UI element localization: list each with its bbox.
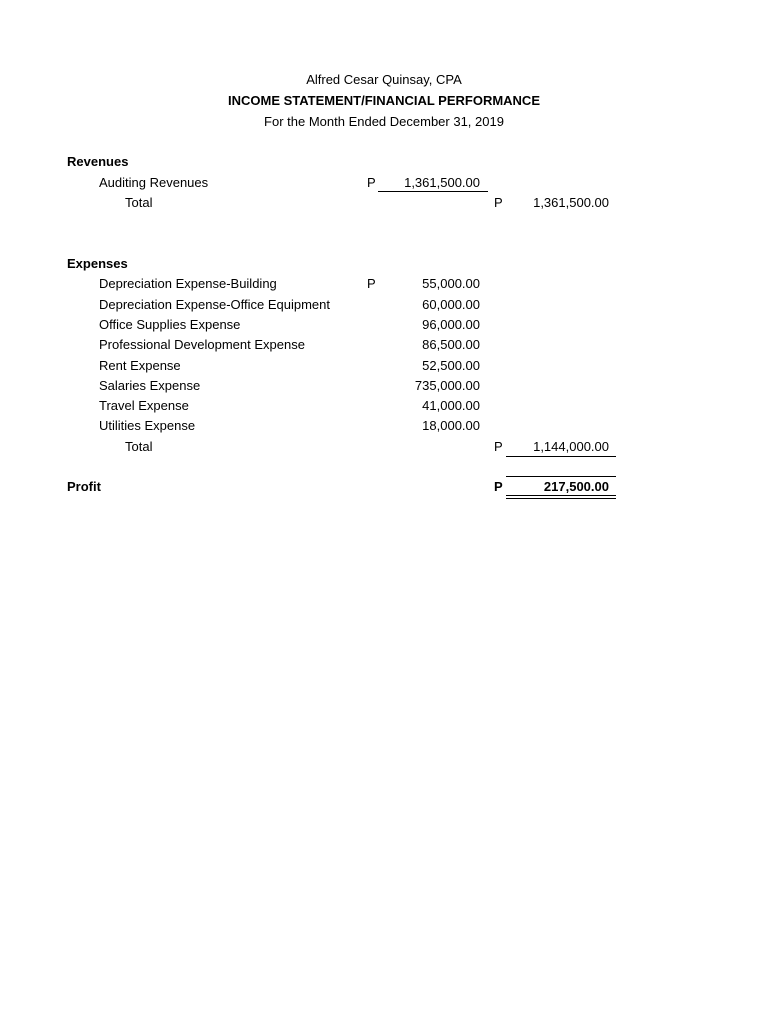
currency-symbol: P <box>494 479 503 494</box>
revenue-underline <box>378 191 488 192</box>
expense-label: Depreciation Expense-Building <box>99 276 277 291</box>
revenues-heading: Revenues <box>67 154 129 169</box>
expense-total-label: Total <box>125 439 153 454</box>
expense-label: Professional Development Expense <box>99 337 305 352</box>
expense-label: Travel Expense <box>99 398 189 413</box>
expense-total-underline <box>506 456 616 457</box>
expense-amount: 52,500.00 <box>422 358 480 373</box>
profit-label: Profit <box>67 479 101 494</box>
expense-amount: 55,000.00 <box>422 276 480 291</box>
expense-label: Salaries Expense <box>99 378 201 393</box>
revenue-amount: 1,361,500.00 <box>404 175 480 190</box>
currency-symbol: P <box>367 175 376 190</box>
expense-amount: 96,000.00 <box>422 317 480 332</box>
revenue-total-label: Total <box>125 195 153 210</box>
revenue-total-amount: 1,361,500.00 <box>533 195 609 210</box>
company-name: Alfred Cesar Quinsay, CPA <box>306 72 462 87</box>
revenue-label: Auditing Revenues <box>99 175 209 190</box>
expense-amount: 735,000.00 <box>414 378 480 393</box>
expenses-heading: Expenses <box>67 256 128 271</box>
profit-amount: 217,500.00 <box>543 479 609 494</box>
expense-total-amount: 1,144,000.00 <box>533 439 609 454</box>
currency-symbol: P <box>494 439 503 454</box>
statement-title: INCOME STATEMENT/FINANCIAL PERFORMANCE <box>228 93 540 108</box>
expense-amount: 18,000.00 <box>422 418 480 433</box>
profit-double-underline <box>506 495 616 499</box>
expense-amount: 60,000.00 <box>422 297 480 312</box>
expense-label: Office Supplies Expense <box>99 317 241 332</box>
expense-amount: 86,500.00 <box>422 337 480 352</box>
statement-period: For the Month Ended December 31, 2019 <box>264 114 504 129</box>
expense-amount: 41,000.00 <box>422 398 480 413</box>
currency-symbol: P <box>494 195 503 210</box>
expense-label: Depreciation Expense-Office Equipment <box>99 297 330 312</box>
expense-label: Utilities Expense <box>99 418 196 433</box>
profit-overline <box>506 476 616 477</box>
expense-label: Rent Expense <box>99 358 181 373</box>
currency-symbol: P <box>367 276 376 291</box>
